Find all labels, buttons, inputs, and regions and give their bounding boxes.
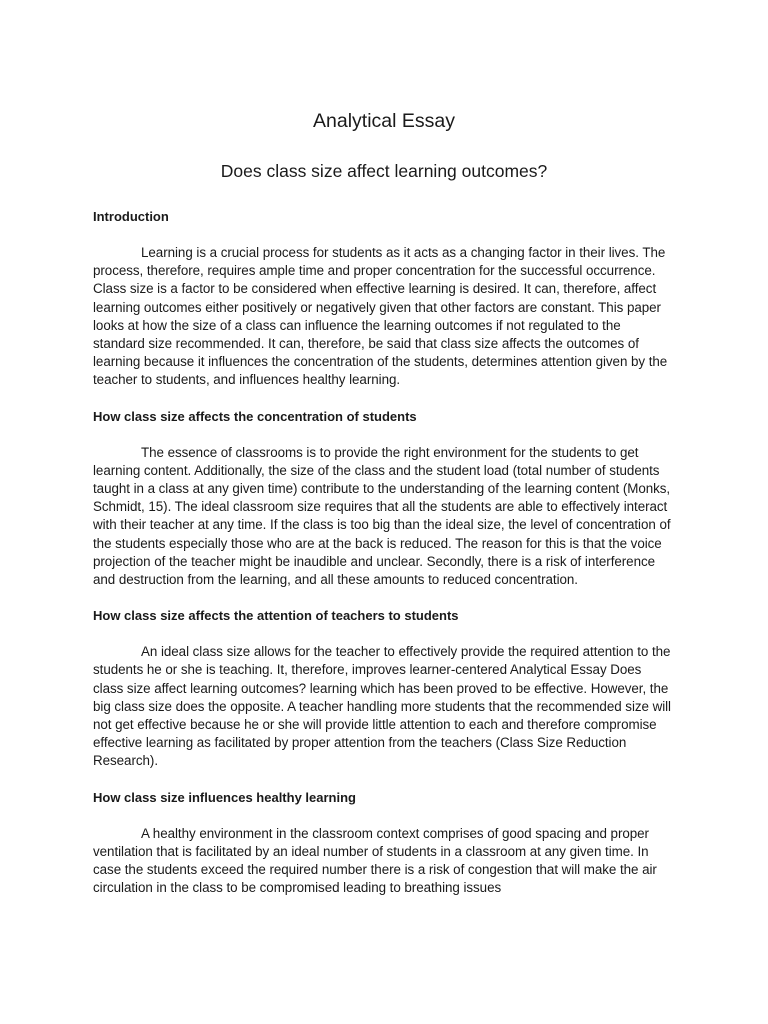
section-paragraph: The essence of classrooms is to provide the right environment for the students to get learning content. Additionally, the size of the class and the student load (total number of students taught in a class at any given time) contribute to the understanding of the learning content (Monks, Schmidt, 15). The ideal classroom size requires that all the students are able to effectively interact with their teacher at any time. If the class is too big than the ideal size, the level of concentration of the students especially those who are at the back is reduced. The reason for this is that the voice projection of the teacher might be inaudible and unclear. Secondly, there is a risk of interference and destruction from the learning, and all these amounts to reduced concentration. xyxy=(93,444,671,588)
section-heading: How class size affects the attention of teachers to students xyxy=(93,608,459,624)
section-concentration xyxy=(93,408,675,590)
section-attention xyxy=(93,607,675,770)
section-paragraph: A healthy environment in the classroom context comprises of good spacing and proper ventilation that is facilitated by an ideal number of students in a classroom at any given time. In case the students exceed the required number there is a risk of congestion that will make the air circulation in the class to be compromised leading to breathing issues xyxy=(93,825,657,896)
section-heading: Introduction xyxy=(93,209,169,224)
section-healthy-learning xyxy=(93,789,675,898)
section-introduction xyxy=(93,208,675,390)
section-paragraph: An ideal class size allows for the teacher to effectively provide the required attention to the students he or she is teaching. It, therefore, improves learner-centered Analytical Essay Does class size affect learning outcomes? learning which has been proved to be effective. However, the big class size does the opposite. A teacher handling more students that the recommended size will not get effective because he or she will provide little attention to each and therefore compromise effective learning as facilitated by proper attention from the teachers (Class Size Reduction Research). xyxy=(93,644,671,769)
section-paragraph: Learning is a crucial process for students as it acts as a changing factor in their lives. The process, therefore, requires ample time and proper concentration for the successful occurrence. Class size is a factor to be considered when effective learning is desired. It can, therefore, affect learning outcomes either positively or negatively given that other factors are constant. This paper looks at how the size of a class can influence the learning outcomes if not regulated to the standard size recommended. It can, therefore, be said that class size affects the outcomes of learning because it influences the concentration of the students, determines attention given by the teacher to students, and influences healthy learning. xyxy=(93,245,668,388)
section-heading: How class size influences healthy learning xyxy=(93,789,356,805)
document-subtitle: Does class size affect learning outcomes? xyxy=(220,161,548,181)
section-heading: How class size affects the concentration of students xyxy=(93,408,417,424)
document-title: Analytical Essay xyxy=(313,110,455,132)
